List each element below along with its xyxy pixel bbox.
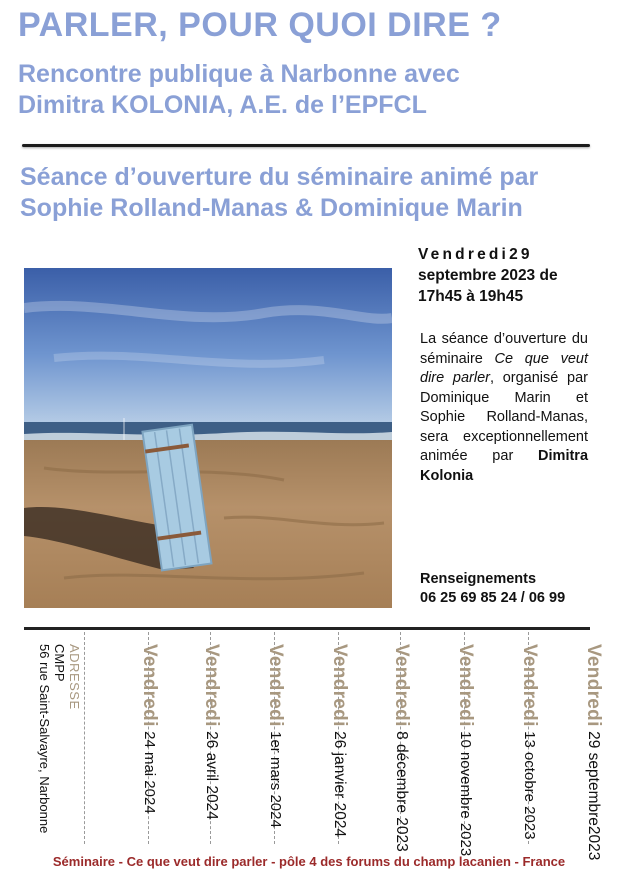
schedule-date-8 xyxy=(96,644,160,844)
contact-info xyxy=(420,570,592,608)
schedule-date-1 xyxy=(540,644,604,861)
event-date xyxy=(418,244,590,307)
seance-line-2: Sophie Rolland-Manas & Dominique Marin xyxy=(20,194,523,222)
address-label: ADRESSE xyxy=(67,644,82,710)
header-divider xyxy=(22,144,590,147)
contact-phone: 06 25 69 85 24 / 06 99 xyxy=(420,590,566,606)
speaker-name: Dimitra Kolonia xyxy=(420,448,589,484)
schedule-day: Vendredi xyxy=(329,644,350,727)
schedule-date: 10 novembre 2023 xyxy=(457,731,474,857)
schedule-day: Vendredi xyxy=(139,644,160,727)
seminar-title: Ce que veut dire parler xyxy=(420,350,588,386)
schedule-day: Vendredi xyxy=(201,644,222,727)
schedule-day: Vendredi xyxy=(583,644,604,727)
event-date-line-1: Vendredi29 xyxy=(418,246,533,263)
schedule-day: Vendredi xyxy=(391,644,412,727)
event-description xyxy=(420,330,588,486)
schedule-date: 26 avril 2024 xyxy=(203,731,220,820)
schedule-date-5 xyxy=(286,644,350,844)
beach-door-illustration xyxy=(24,268,392,608)
schedule-date-7 xyxy=(158,644,222,844)
footer-text: Séminaire - Ce que veut dire parler - pôle 4 des forums du champ lacanien - France xyxy=(52,854,566,869)
contact-label: Renseignements xyxy=(420,571,537,587)
venue-address xyxy=(28,644,82,844)
beach-door-photo xyxy=(24,268,392,608)
schedule-day: Vendredi xyxy=(519,644,540,727)
event-date-line-3: 17h45 à 19h45 xyxy=(418,288,524,305)
column-separator xyxy=(84,632,85,844)
seance-line-1: Séance d’ouverture du séminaire animé par xyxy=(20,163,539,191)
page-title: PARLER, POUR QUOI DIRE ? xyxy=(18,6,502,44)
schedule-date: 1er mars 2024 xyxy=(267,731,284,828)
schedule-date-3 xyxy=(412,644,476,857)
description-middle: , organisé par Dominique Marin et Sophie Rolland-Manas, sera exceptionnellement animée par xyxy=(420,370,588,464)
subtitle-line-1: Rencontre publique à Narbonne avec xyxy=(18,60,460,88)
schedule-date-6 xyxy=(222,644,286,844)
schedule-date: 29 septembre2023 xyxy=(585,731,602,861)
schedule-date: 26 janvier 2024 xyxy=(331,731,348,838)
schedule-date-2 xyxy=(476,644,540,844)
schedule-date: 13 octobre 2023 xyxy=(521,731,538,840)
schedule-date: 8 décembre 2023 xyxy=(393,731,410,852)
event-date-line-2: septembre 2023 de xyxy=(418,267,558,284)
description-intro: La séance d’ouverture du séminaire xyxy=(420,331,588,367)
schedule-day: Vendredi xyxy=(455,644,476,727)
address-line-1: CMPP xyxy=(52,644,67,682)
schedule-divider xyxy=(24,627,590,630)
address-line-2: 56 rue Saint-Salvayre, Narbonne xyxy=(37,644,52,834)
schedule-date: 24 mai 2024 xyxy=(141,731,158,814)
schedule-day: Vendredi xyxy=(265,644,286,727)
subtitle-line-2: Dimitra KOLONIA, A.E. de l’EPFCL xyxy=(18,91,427,119)
schedule-date-4 xyxy=(348,644,412,852)
